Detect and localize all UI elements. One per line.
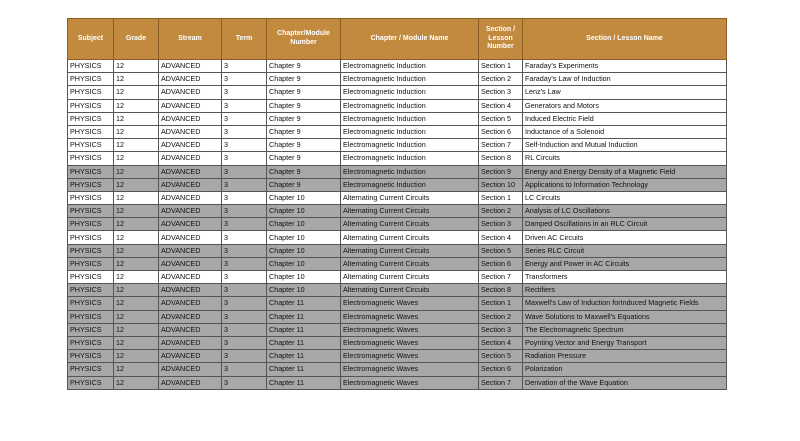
cell-term: 3 [222, 376, 267, 389]
cell-grade: 12 [114, 244, 159, 257]
cell-lesson-name: Transformers [523, 271, 727, 284]
cell-lesson-name: Inductance of a Solenoid [523, 125, 727, 138]
cell-subject: PHYSICS [68, 152, 114, 165]
header-subject: Subject [68, 19, 114, 60]
cell-chapter-number: Chapter 10 [267, 191, 341, 204]
cell-chapter-name: Alternating Current Circuits [341, 284, 479, 297]
cell-stream: ADVANCED [159, 271, 222, 284]
cell-stream: ADVANCED [159, 152, 222, 165]
cell-stream: ADVANCED [159, 99, 222, 112]
cell-chapter-name: Alternating Current Circuits [341, 244, 479, 257]
cell-stream: ADVANCED [159, 244, 222, 257]
cell-stream: ADVANCED [159, 231, 222, 244]
cell-section-number: Section 2 [479, 205, 523, 218]
cell-stream: ADVANCED [159, 178, 222, 191]
header-chapter-number: Chapter/Module Number [267, 19, 341, 60]
cell-grade: 12 [114, 73, 159, 86]
cell-chapter-number: Chapter 9 [267, 178, 341, 191]
header-term: Term [222, 19, 267, 60]
cell-term: 3 [222, 205, 267, 218]
cell-term: 3 [222, 257, 267, 270]
cell-chapter-name: Alternating Current Circuits [341, 205, 479, 218]
cell-section-number: Section 2 [479, 310, 523, 323]
table-row [68, 139, 727, 152]
cell-chapter-number: Chapter 11 [267, 323, 341, 336]
cell-chapter-number: Chapter 11 [267, 350, 341, 363]
cell-stream: ADVANCED [159, 218, 222, 231]
cell-lesson-name: RL Circuits [523, 152, 727, 165]
cell-chapter-name: Electromagnetic Waves [341, 310, 479, 323]
table-row [68, 112, 727, 125]
cell-subject: PHYSICS [68, 178, 114, 191]
cell-section-number: Section 1 [479, 191, 523, 204]
cell-grade: 12 [114, 284, 159, 297]
header-lesson-name: Section / Lesson Name [523, 19, 727, 60]
cell-term: 3 [222, 218, 267, 231]
cell-chapter-name: Electromagnetic Waves [341, 376, 479, 389]
cell-subject: PHYSICS [68, 284, 114, 297]
cell-grade: 12 [114, 310, 159, 323]
cell-term: 3 [222, 73, 267, 86]
cell-grade: 12 [114, 165, 159, 178]
cell-stream: ADVANCED [159, 205, 222, 218]
cell-section-number: Section 5 [479, 350, 523, 363]
cell-section-number: Section 4 [479, 99, 523, 112]
cell-term: 3 [222, 165, 267, 178]
cell-section-number: Section 6 [479, 363, 523, 376]
cell-stream: ADVANCED [159, 73, 222, 86]
cell-chapter-name: Electromagnetic Waves [341, 297, 479, 310]
header-grade: Grade [114, 19, 159, 60]
cell-term: 3 [222, 152, 267, 165]
cell-term: 3 [222, 323, 267, 336]
cell-chapter-name: Electromagnetic Induction [341, 152, 479, 165]
cell-subject: PHYSICS [68, 231, 114, 244]
cell-subject: PHYSICS [68, 376, 114, 389]
cell-lesson-name: Applications to Information Technology [523, 178, 727, 191]
cell-lesson-name: Maxwell's Law of Induction forInduced Magnetic Fields [523, 297, 727, 310]
cell-term: 3 [222, 112, 267, 125]
cell-section-number: Section 6 [479, 257, 523, 270]
cell-section-number: Section 7 [479, 139, 523, 152]
cell-section-number: Section 7 [479, 271, 523, 284]
cell-subject: PHYSICS [68, 244, 114, 257]
cell-grade: 12 [114, 86, 159, 99]
cell-subject: PHYSICS [68, 139, 114, 152]
table-row [68, 297, 727, 310]
cell-term: 3 [222, 284, 267, 297]
cell-chapter-number: Chapter 9 [267, 99, 341, 112]
cell-grade: 12 [114, 376, 159, 389]
curriculum-table [67, 18, 727, 390]
cell-lesson-name: LC Circuits [523, 191, 727, 204]
cell-lesson-name: Lenz's Law [523, 86, 727, 99]
cell-subject: PHYSICS [68, 99, 114, 112]
cell-chapter-name: Electromagnetic Induction [341, 139, 479, 152]
cell-grade: 12 [114, 271, 159, 284]
table-row [68, 178, 727, 191]
cell-section-number: Section 5 [479, 244, 523, 257]
cell-grade: 12 [114, 60, 159, 73]
cell-chapter-number: Chapter 10 [267, 218, 341, 231]
cell-chapter-number: Chapter 10 [267, 284, 341, 297]
table-row [68, 152, 727, 165]
cell-subject: PHYSICS [68, 191, 114, 204]
table-row [68, 73, 727, 86]
cell-section-number: Section 9 [479, 165, 523, 178]
cell-lesson-name: Analysis of LC Oscillations [523, 205, 727, 218]
cell-chapter-number: Chapter 9 [267, 165, 341, 178]
cell-lesson-name: Poynting Vector and Energy Transport [523, 336, 727, 349]
cell-section-number: Section 1 [479, 297, 523, 310]
cell-lesson-name: Series RLC Circuit [523, 244, 727, 257]
cell-term: 3 [222, 191, 267, 204]
cell-term: 3 [222, 231, 267, 244]
cell-lesson-name: Induced Electric Field [523, 112, 727, 125]
cell-chapter-number: Chapter 9 [267, 152, 341, 165]
cell-chapter-name: Electromagnetic Waves [341, 336, 479, 349]
table-row [68, 363, 727, 376]
cell-section-number: Section 2 [479, 73, 523, 86]
cell-stream: ADVANCED [159, 363, 222, 376]
header-section-number: Section / Lesson Number [479, 19, 523, 60]
cell-term: 3 [222, 125, 267, 138]
cell-subject: PHYSICS [68, 165, 114, 178]
cell-stream: ADVANCED [159, 125, 222, 138]
table-row [68, 310, 727, 323]
cell-grade: 12 [114, 112, 159, 125]
cell-chapter-number: Chapter 10 [267, 257, 341, 270]
cell-section-number: Section 10 [479, 178, 523, 191]
cell-chapter-name: Alternating Current Circuits [341, 191, 479, 204]
cell-section-number: Section 3 [479, 323, 523, 336]
cell-term: 3 [222, 178, 267, 191]
cell-lesson-name: Driven AC Circuits [523, 231, 727, 244]
cell-lesson-name: Faraday's Law of Induction [523, 73, 727, 86]
cell-chapter-number: Chapter 10 [267, 244, 341, 257]
cell-grade: 12 [114, 297, 159, 310]
cell-section-number: Section 3 [479, 86, 523, 99]
cell-grade: 12 [114, 218, 159, 231]
cell-section-number: Section 8 [479, 284, 523, 297]
table-row [68, 244, 727, 257]
cell-subject: PHYSICS [68, 218, 114, 231]
cell-lesson-name: Self-Induction and Mutual Induction [523, 139, 727, 152]
cell-stream: ADVANCED [159, 112, 222, 125]
cell-grade: 12 [114, 139, 159, 152]
cell-chapter-name: Alternating Current Circuits [341, 231, 479, 244]
cell-chapter-name: Electromagnetic Induction [341, 99, 479, 112]
cell-chapter-number: Chapter 10 [267, 231, 341, 244]
table-row [68, 284, 727, 297]
cell-lesson-name: Polarization [523, 363, 727, 376]
cell-chapter-name: Electromagnetic Induction [341, 112, 479, 125]
cell-term: 3 [222, 363, 267, 376]
cell-grade: 12 [114, 152, 159, 165]
cell-stream: ADVANCED [159, 86, 222, 99]
cell-stream: ADVANCED [159, 310, 222, 323]
cell-grade: 12 [114, 191, 159, 204]
cell-chapter-number: Chapter 11 [267, 297, 341, 310]
cell-term: 3 [222, 297, 267, 310]
cell-chapter-number: Chapter 10 [267, 271, 341, 284]
cell-chapter-number: Chapter 9 [267, 73, 341, 86]
cell-grade: 12 [114, 323, 159, 336]
cell-chapter-name: Electromagnetic Induction [341, 178, 479, 191]
cell-chapter-number: Chapter 10 [267, 205, 341, 218]
table-row [68, 218, 727, 231]
cell-term: 3 [222, 99, 267, 112]
cell-chapter-name: Alternating Current Circuits [341, 218, 479, 231]
cell-grade: 12 [114, 205, 159, 218]
cell-grade: 12 [114, 125, 159, 138]
cell-chapter-name: Electromagnetic Waves [341, 363, 479, 376]
cell-chapter-name: Alternating Current Circuits [341, 271, 479, 284]
cell-chapter-number: Chapter 9 [267, 86, 341, 99]
cell-stream: ADVANCED [159, 350, 222, 363]
cell-section-number: Section 5 [479, 112, 523, 125]
cell-lesson-name: Energy and Energy Density of a Magnetic Field [523, 165, 727, 178]
cell-stream: ADVANCED [159, 376, 222, 389]
table-row [68, 165, 727, 178]
cell-subject: PHYSICS [68, 205, 114, 218]
cell-grade: 12 [114, 363, 159, 376]
header-chapter-name: Chapter / Module Name [341, 19, 479, 60]
cell-stream: ADVANCED [159, 284, 222, 297]
cell-section-number: Section 3 [479, 218, 523, 231]
cell-chapter-name: Electromagnetic Induction [341, 60, 479, 73]
cell-grade: 12 [114, 336, 159, 349]
cell-section-number: Section 6 [479, 125, 523, 138]
cell-section-number: Section 1 [479, 60, 523, 73]
cell-chapter-number: Chapter 11 [267, 363, 341, 376]
cell-section-number: Section 4 [479, 231, 523, 244]
table-row [68, 376, 727, 389]
cell-subject: PHYSICS [68, 60, 114, 73]
cell-stream: ADVANCED [159, 60, 222, 73]
table-row [68, 205, 727, 218]
cell-section-number: Section 4 [479, 336, 523, 349]
cell-subject: PHYSICS [68, 73, 114, 86]
cell-lesson-name: Rectifiers [523, 284, 727, 297]
cell-term: 3 [222, 60, 267, 73]
table-row [68, 271, 727, 284]
cell-chapter-name: Electromagnetic Induction [341, 165, 479, 178]
cell-stream: ADVANCED [159, 323, 222, 336]
cell-term: 3 [222, 139, 267, 152]
cell-term: 3 [222, 310, 267, 323]
cell-chapter-name: Alternating Current Circuits [341, 257, 479, 270]
cell-stream: ADVANCED [159, 257, 222, 270]
table-row [68, 125, 727, 138]
cell-lesson-name: Derivation of the Wave Equation [523, 376, 727, 389]
cell-subject: PHYSICS [68, 125, 114, 138]
table-row [68, 231, 727, 244]
cell-grade: 12 [114, 231, 159, 244]
table-row [68, 350, 727, 363]
cell-subject: PHYSICS [68, 271, 114, 284]
cell-stream: ADVANCED [159, 191, 222, 204]
cell-stream: ADVANCED [159, 297, 222, 310]
cell-section-number: Section 7 [479, 376, 523, 389]
cell-lesson-name: Faraday's Experiments [523, 60, 727, 73]
cell-grade: 12 [114, 99, 159, 112]
cell-stream: ADVANCED [159, 139, 222, 152]
cell-chapter-name: Electromagnetic Induction [341, 125, 479, 138]
header-row [68, 19, 727, 60]
cell-section-number: Section 8 [479, 152, 523, 165]
cell-grade: 12 [114, 350, 159, 363]
cell-subject: PHYSICS [68, 86, 114, 99]
cell-grade: 12 [114, 257, 159, 270]
cell-lesson-name: The Electromagnetic Spectrum [523, 323, 727, 336]
cell-lesson-name: Energy and Power in AC Circuits [523, 257, 727, 270]
cell-term: 3 [222, 271, 267, 284]
cell-stream: ADVANCED [159, 336, 222, 349]
cell-chapter-number: Chapter 11 [267, 336, 341, 349]
cell-subject: PHYSICS [68, 310, 114, 323]
header-stream: Stream [159, 19, 222, 60]
cell-lesson-name: Radiation Pressure [523, 350, 727, 363]
cell-subject: PHYSICS [68, 257, 114, 270]
cell-lesson-name: Wave Solutions to Maxwell's Equations [523, 310, 727, 323]
cell-subject: PHYSICS [68, 350, 114, 363]
cell-chapter-number: Chapter 11 [267, 310, 341, 323]
cell-chapter-number: Chapter 9 [267, 139, 341, 152]
table-row [68, 257, 727, 270]
table-row [68, 323, 727, 336]
cell-lesson-name: Damped Oscillations in an RLC Circuit [523, 218, 727, 231]
cell-subject: PHYSICS [68, 336, 114, 349]
cell-chapter-number: Chapter 9 [267, 112, 341, 125]
cell-term: 3 [222, 86, 267, 99]
table-row [68, 60, 727, 73]
cell-chapter-number: Chapter 9 [267, 60, 341, 73]
cell-chapter-number: Chapter 11 [267, 376, 341, 389]
table-row [68, 191, 727, 204]
cell-subject: PHYSICS [68, 363, 114, 376]
cell-lesson-name: Generators and Motors [523, 99, 727, 112]
cell-stream: ADVANCED [159, 165, 222, 178]
cell-chapter-name: Electromagnetic Waves [341, 323, 479, 336]
table-row [68, 86, 727, 99]
cell-term: 3 [222, 336, 267, 349]
cell-chapter-name: Electromagnetic Induction [341, 73, 479, 86]
cell-term: 3 [222, 244, 267, 257]
cell-subject: PHYSICS [68, 297, 114, 310]
cell-subject: PHYSICS [68, 112, 114, 125]
cell-chapter-name: Electromagnetic Induction [341, 86, 479, 99]
cell-subject: PHYSICS [68, 323, 114, 336]
table-row [68, 336, 727, 349]
cell-grade: 12 [114, 178, 159, 191]
cell-term: 3 [222, 350, 267, 363]
cell-chapter-number: Chapter 9 [267, 125, 341, 138]
table-body [68, 60, 727, 390]
cell-chapter-name: Electromagnetic Waves [341, 350, 479, 363]
table-row [68, 99, 727, 112]
